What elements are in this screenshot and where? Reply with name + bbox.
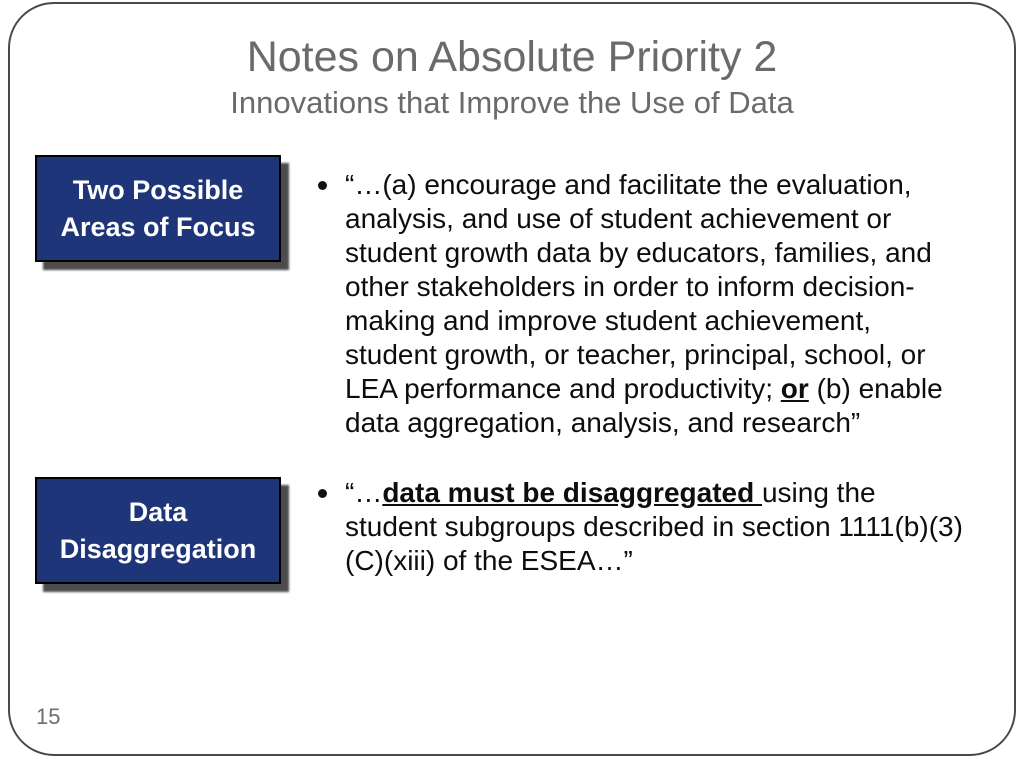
page-number: 15: [36, 704, 61, 729]
bullet-dot-icon: [318, 489, 327, 498]
bullet-text-emphasis: data must be disaggregated: [382, 477, 762, 508]
bullet-item-disaggregation-quote: [316, 476, 968, 578]
bullet-item-priority-quote: [316, 168, 968, 440]
focus-box-two-possible-areas: [35, 155, 281, 262]
bullet-text: [345, 168, 965, 440]
slide-title: Notes on Absolute Priority 2: [246, 33, 778, 81]
focus-box-label: Data Disaggregation: [59, 496, 257, 564]
title-block: [0, 34, 1024, 121]
focus-box-label: Two Possible Areas of Focus: [60, 174, 256, 242]
bullet-text-post: using the student subgroups described in section 1111(b)(3)(C)(xiii) of the ESEA…”: [345, 477, 963, 576]
bullet-dot-icon: [318, 181, 327, 190]
bullet-list: [316, 168, 968, 578]
slide-subtitle: Innovations that Improve the Use of Data: [230, 85, 794, 121]
bullet-text-pre: “…: [345, 477, 383, 508]
bullet-text: [345, 476, 965, 578]
bullet-text-emphasis: or: [780, 373, 809, 404]
focus-box-data-disaggregation: [35, 477, 281, 584]
bullet-text-pre: “…(a) encourage and facilitate the evaluation, analysis, and use of student achievement or student growth data by educators, families, and other stakeholders in order to inform decision-making and improve student achievement, student growth, or teacher, principal, school, or LEA performance and productivity;: [345, 169, 932, 404]
bullet-text-post: (b) enable data aggregation, analysis, and research”: [345, 373, 943, 438]
